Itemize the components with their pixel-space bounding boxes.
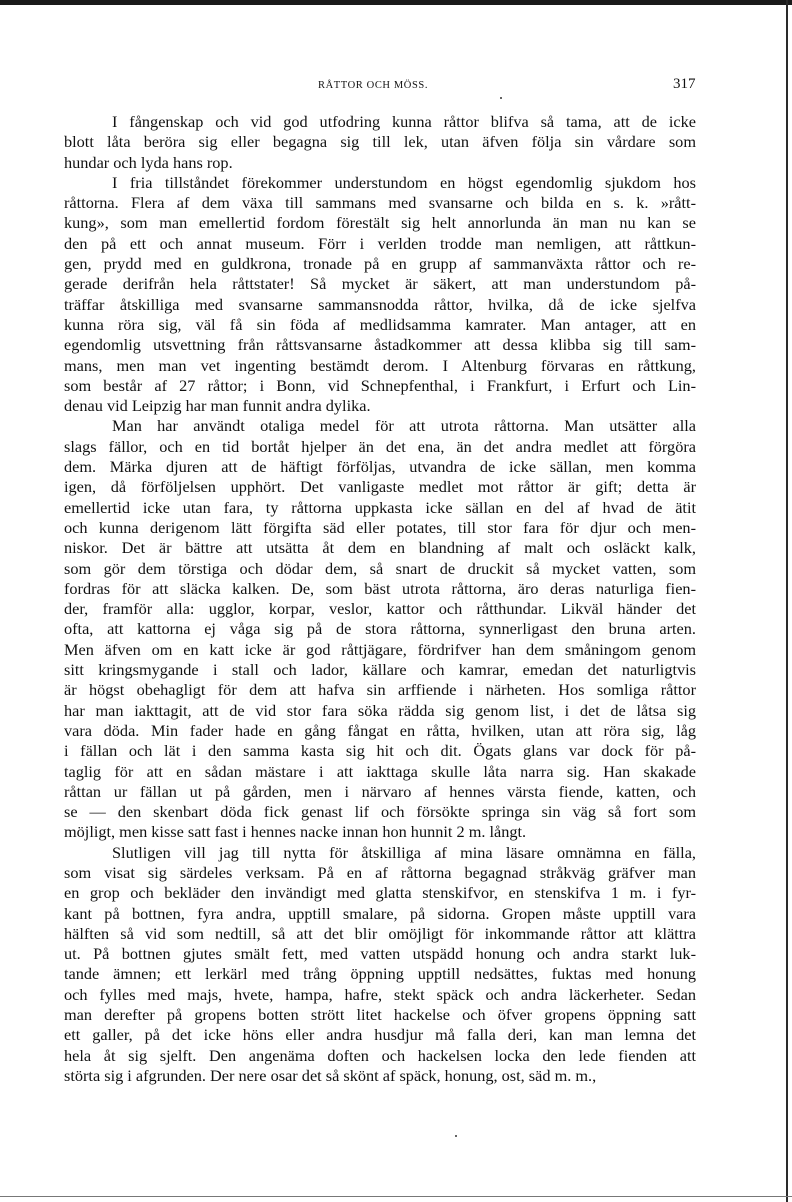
text-line: kunna röra sig, väl få sin föda af medlidsamma kamrater. Man antager, att en (64, 314, 696, 334)
text-line: som består af 27 råttor; i Bonn, vid Schnepfenthal, i Frankfurt, i Erfurt och Lin- (64, 375, 696, 395)
text-line: vara döda. Min fader hade en gång fångat en råtta, hvilken, utan att röra sig, låg (64, 720, 696, 740)
page-right-edge (786, 0, 788, 1202)
text-line: ofta, att kattorna ej våga sig på de stora råttorna, synnerligast den bruna arten. (64, 619, 696, 639)
text-line: se — den skenbart döda fick genast lif och försökte springa sin väg så fort som (64, 802, 696, 822)
text-line: är högst obehagligt för dem att hafva sin arffiende i närheten. Hos somliga råttor (64, 680, 696, 700)
text-line: man derefter på gropens botten strött litet hackelse och öfver gropens öppning satt (64, 1005, 696, 1025)
text-line: sitt kringsmygande i stall och lador, källare och kamrar, emedan det naturligtvis (64, 660, 696, 680)
text-line: Slutligen vill jag till nytta för åtskilliga af mina läsare omnämna en fälla, (112, 842, 696, 862)
paragraph (64, 416, 696, 842)
page-header (0, 78, 792, 98)
text-line: har man iakttagit, att de vid stor fara söka rädda sig genom list, i det de låtsa sig (64, 700, 696, 720)
text-line: kung», som man emellertid fordom förestält sig helt annorlunda än man nu kan se (64, 213, 696, 233)
text-line: råttorna. Flera af dem växa till sammans med svansarne och bilda en s. k. »rått- (64, 193, 696, 213)
text-line: der, framför alla: ugglor, korpar, veslor, kattor och råtthundar. Likväl händer det (64, 599, 696, 619)
text-line: niskor. Det är bättre att utsätta åt dem en blandning af malt och osläckt kalk, (64, 538, 696, 558)
paragraph (64, 173, 696, 417)
page-number: 317 (673, 76, 696, 92)
paragraph (64, 843, 696, 1087)
text-line: fordras för att släcka kalken. De, som bäst utrota råttorna, äro deras naturliga fien- (64, 578, 696, 598)
print-speck (455, 1135, 457, 1137)
page-bottom-rule (0, 1196, 792, 1197)
text-line: som gör dem törstiga och dödar dem, så snart de druckit så mycket vatten, som (64, 558, 696, 578)
text-line: och kunna derigenom lätt förgifta säd eller potates, till stor fara för djur och men- (64, 517, 696, 537)
text-line: en grop och bekläder den invändigt med glatta stenskifvor, en stenskifva 1 m. i fyr- (64, 883, 696, 903)
text-line: slags fällor, och en tid bortåt hjelper än det ena, än det andra medlet att förgöra (64, 436, 696, 456)
text-line: ett galler, på det icke höns eller andra husdjur må falla deri, kan man lemna det (64, 1025, 696, 1045)
text-line: hela åt sig sjelft. Den angenäma doften och hackelsen locka den lede fienden att (64, 1045, 696, 1065)
text-line: ut. På bottnen gjutes smält fett, med vatten utspädd honung och andra starkt luk- (64, 944, 696, 964)
text-line: taglig för att en sådan mästare i att iakttaga skulle låta narra sig. Han skakade (64, 761, 696, 781)
text-line: dem. Märka djuren att de häftigt förföljas, utvandra de icke sällan, men komma (64, 457, 696, 477)
text-line: Man har användt otaliga medel för att utrota råttorna. Man utsätter alla (112, 416, 696, 436)
page-top-border (0, 0, 792, 5)
text-line: I fångenskap och vid god utfodring kunna råttor blifva så tama, att de icke (112, 112, 696, 131)
text-line: mans, men man vet ingenting bestämdt derom. I Altenburg förvaras en råttkung, (64, 355, 696, 375)
text-line: egendomlig utsvettning från råttsvansarne åstadkommer att dessa klibba sig till sam- (64, 335, 696, 355)
text-line: den på ett och annat museum. Förr i verlden trodde man nemligen, att råttkun- (64, 233, 696, 253)
text-line: störta sig i afgrunden. Der nere osar det så skönt af späck, honung, ost, säd m. m., (64, 1065, 597, 1085)
text-line: kant på bottnen, fyra andra, upptill smalare, på sidorna. Gropen måste upptill vara (64, 903, 696, 923)
text-line: träffar åtskilliga med svansarne sammansnodda råttor, hvilka, då de icke sjelfva (64, 294, 696, 314)
text-line: möjligt, men kisse satt fast i hennes nacke innan hon hunnit 2 m. långt. (64, 822, 527, 842)
print-speck (500, 97, 502, 99)
text-line: igen, då förföljelsen upphört. Det vanligaste medlet mot råttor är gift; detta är (64, 477, 696, 497)
text-line: tande ämnen; ett lerkärl med trång öppning upptill nedsättes, fuktas med honung (64, 964, 696, 984)
text-line: råttan ur fällan ut på gården, men i närvaro af hennes värsta fiende, katten, och (64, 781, 696, 801)
text-line: gerade derifrån hela råttstater! Så mycket är säkert, att man understundom på- (64, 274, 696, 294)
text-line: i fällan och lät i den samma kasta sig hit och dit. Ögats glans var dock för på- (64, 741, 696, 761)
body-text (64, 112, 696, 1086)
text-line: blott låta beröra sig eller begagna sig till lek, utan äfven följa sin vårdare som (64, 132, 696, 152)
running-head: RÅTTOR OCH MÖSS. (318, 80, 429, 91)
text-line: gen, prydd med en guldkrona, tronade på en grupp af sammanväxta råttor och re- (64, 254, 696, 274)
text-line: och fylles med majs, hvete, hampa, hafre, stekt späck och andra läckerheter. Sedan (64, 984, 696, 1004)
text-line: hundar och lyda hans rop. (64, 152, 233, 172)
paragraph (64, 112, 696, 173)
text-line: I fria tillståndet förekommer understundom en högst egendomlig sjukdom hos (112, 172, 696, 192)
text-line: emellertid icke utan fara, ty råttorna uppkasta icke sällan en del af hvad de ätit (64, 497, 696, 517)
text-line: hälften så vid som nedtill, så att det blir omöjligt för inkommande råttor att klättra (64, 923, 696, 943)
text-line: denau vid Leipzig har man funnit andra dylika. (64, 396, 371, 416)
text-line: som visat sig särdeles verksam. På en af råttorna begagnad stråkväg gräfver man (64, 862, 696, 882)
text-line: Men äfven om en katt icke är god råttjägare, fördrifver han dem småningom genom (64, 639, 696, 659)
